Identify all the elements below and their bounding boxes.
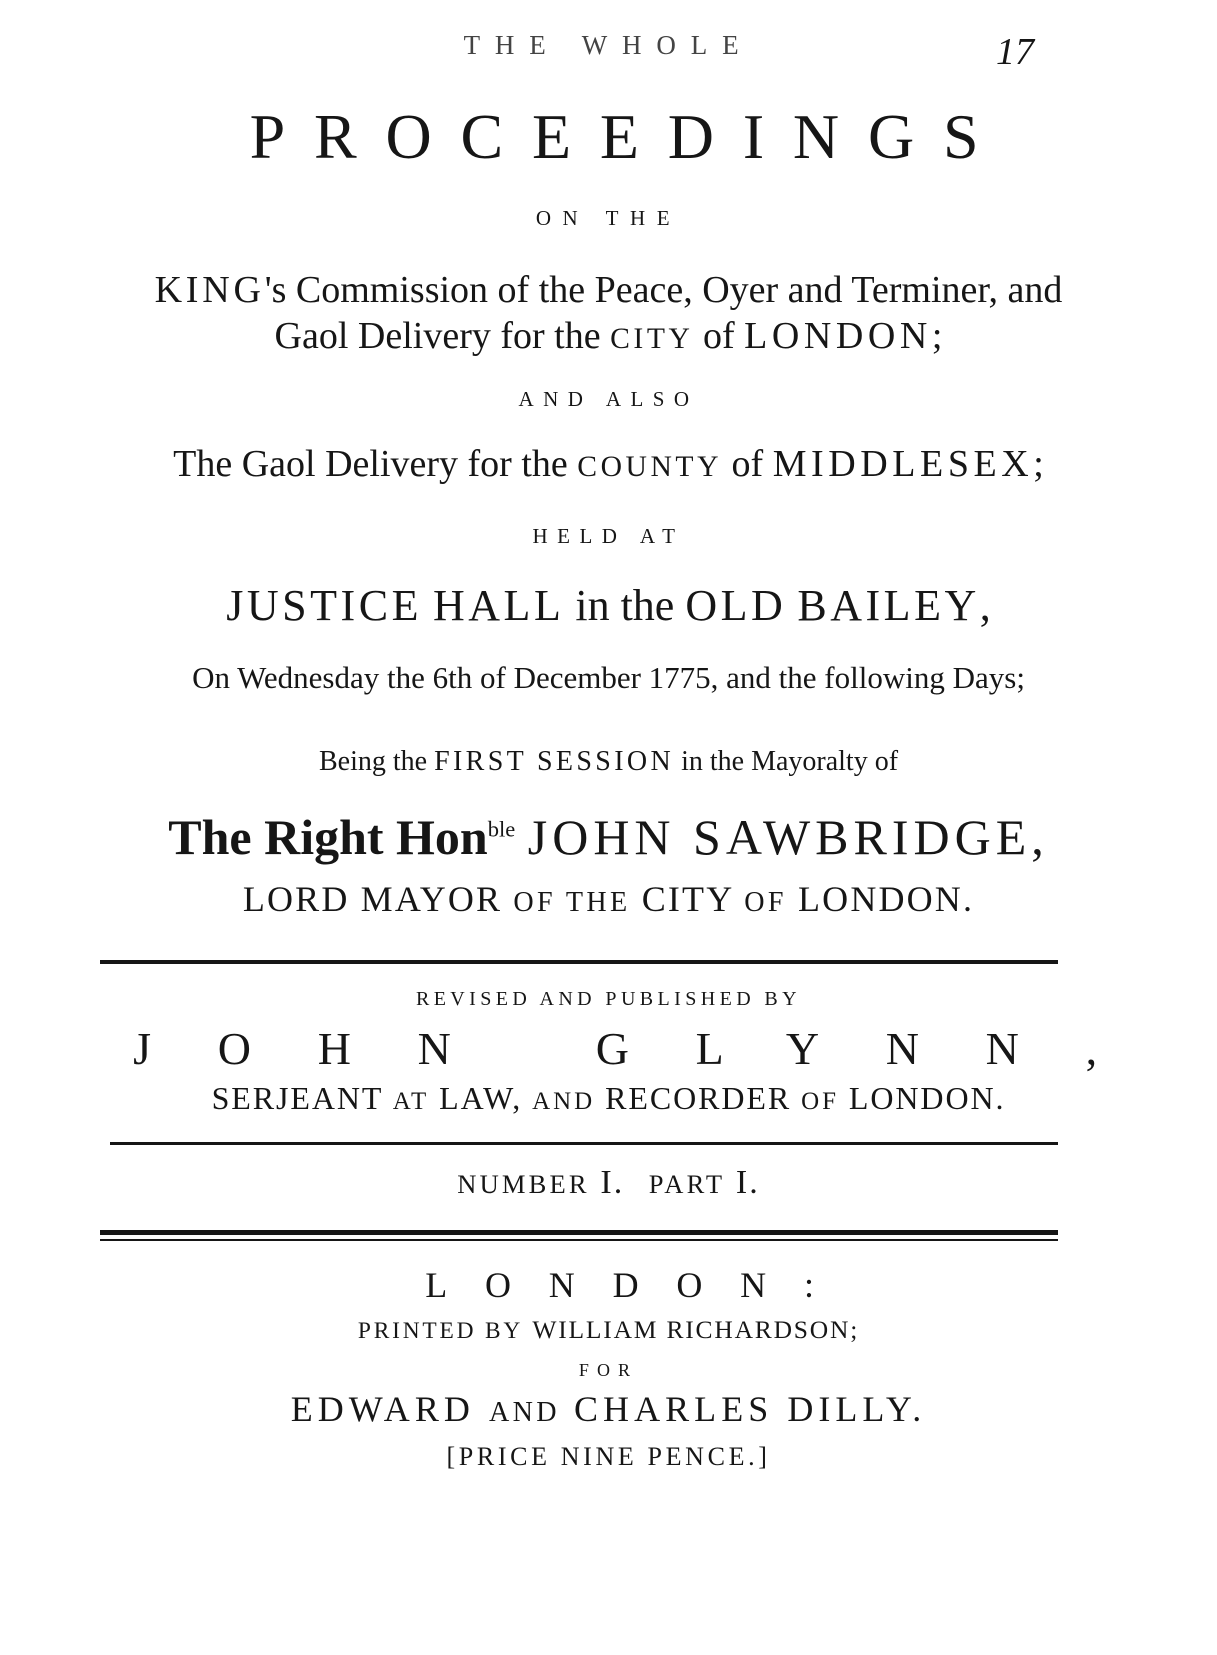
lord-mayor-line xyxy=(0,878,1217,920)
header-whole: THE WHOLE xyxy=(463,30,754,60)
imprint-for: FOR xyxy=(578,1360,639,1380)
printer-name: WILLIAM RICHARDSON; xyxy=(532,1315,860,1344)
rule-3b xyxy=(100,1239,1058,1241)
and-also: AND ALSO xyxy=(518,387,699,411)
part-word: PART xyxy=(648,1169,726,1199)
law-word: LAW, xyxy=(439,1080,523,1116)
mayor-line xyxy=(0,808,1217,866)
hall-word: HALL xyxy=(432,581,565,630)
lord-mayor-london: LONDON. xyxy=(798,879,975,919)
recorder-word: RECORDER xyxy=(605,1080,792,1116)
right-hon-superscript: ble xyxy=(487,816,516,842)
county-line xyxy=(0,442,1217,486)
number-value: I. xyxy=(600,1164,625,1201)
commission-end: ; xyxy=(931,315,943,357)
recorder-name: JOHN GLYNN, xyxy=(133,1023,1164,1074)
right-hon: The Right Hon xyxy=(168,809,488,865)
county-of: of xyxy=(722,443,773,485)
county-text-a: The Gaol Delivery for the xyxy=(173,443,578,485)
commission-line-2 xyxy=(0,314,1217,358)
recorder-of: OF xyxy=(801,1088,839,1115)
main-title: PROCEEDINGS xyxy=(249,101,1008,172)
lord-mayor-of-the: OF THE xyxy=(513,887,631,918)
county-word: COUNTY xyxy=(577,451,723,483)
publisher-edward: EDWARD xyxy=(290,1389,475,1429)
held-at: HELD AT xyxy=(532,524,685,548)
session-text-b: in the Mayoralty of xyxy=(674,746,899,777)
session-text-a: Being the xyxy=(318,746,435,777)
session-line xyxy=(0,746,1217,778)
revised-line: REVISED AND PUBLISHED BY xyxy=(415,988,802,1010)
london-word: LONDON xyxy=(744,315,932,357)
printed-by: PRINTED BY xyxy=(357,1318,524,1344)
commission-line-1 xyxy=(0,268,1217,312)
place-line xyxy=(0,580,1217,631)
recorder-title-line xyxy=(0,1080,1217,1117)
recorder-london: LONDON. xyxy=(848,1080,1006,1116)
on-the: ON THE xyxy=(535,206,682,230)
bailey-word: BAILEY xyxy=(797,581,980,630)
serjeant-word: SERJEANT xyxy=(211,1080,383,1116)
publisher-and: AND xyxy=(488,1397,560,1428)
lord-mayor-word: LORD MAYOR xyxy=(242,879,503,919)
rule-1 xyxy=(100,960,1058,964)
in-the: in the xyxy=(564,581,686,630)
king-word: KING xyxy=(154,269,265,311)
commission-text-1: 's Commission of the Peace, Oyer and Terminer, and xyxy=(264,269,1063,311)
folio-number: 17 xyxy=(996,31,1034,73)
imprint-london: LONDON: xyxy=(425,1265,852,1305)
middlesex-word: MIDDLESEX xyxy=(772,443,1034,485)
lord-mayor-of: OF xyxy=(744,887,787,918)
commission-text-2: Gaol Delivery for the xyxy=(274,315,611,357)
serjeant-at: AT xyxy=(392,1088,430,1115)
county-end: ; xyxy=(1033,443,1044,485)
date-line: On Wednesday the 6th of December 1775, and the following Days; xyxy=(192,660,1025,695)
justice-word: JUSTICE xyxy=(226,581,422,630)
city-word: CITY xyxy=(610,323,694,355)
old-word: OLD xyxy=(685,581,787,630)
number-line xyxy=(0,1164,1217,1202)
mayor-name: JOHN SAWBRIDGE, xyxy=(527,809,1049,865)
part-value: I. xyxy=(735,1164,760,1201)
first-session: FIRST SESSION xyxy=(434,746,675,777)
place-end: , xyxy=(979,581,991,630)
lord-mayor-city: CITY xyxy=(641,879,734,919)
publishers-line xyxy=(0,1388,1217,1430)
number-word: NUMBER xyxy=(457,1169,590,1199)
rule-3a xyxy=(100,1230,1058,1235)
commission-of: of xyxy=(693,315,745,357)
printed-by-line xyxy=(0,1312,1217,1346)
publisher-charles: CHARLES DILLY. xyxy=(573,1389,927,1429)
recorder-and: AND xyxy=(532,1088,596,1115)
price-line: [PRICE NINE PENCE.] xyxy=(446,1442,771,1471)
rule-2 xyxy=(110,1142,1058,1145)
